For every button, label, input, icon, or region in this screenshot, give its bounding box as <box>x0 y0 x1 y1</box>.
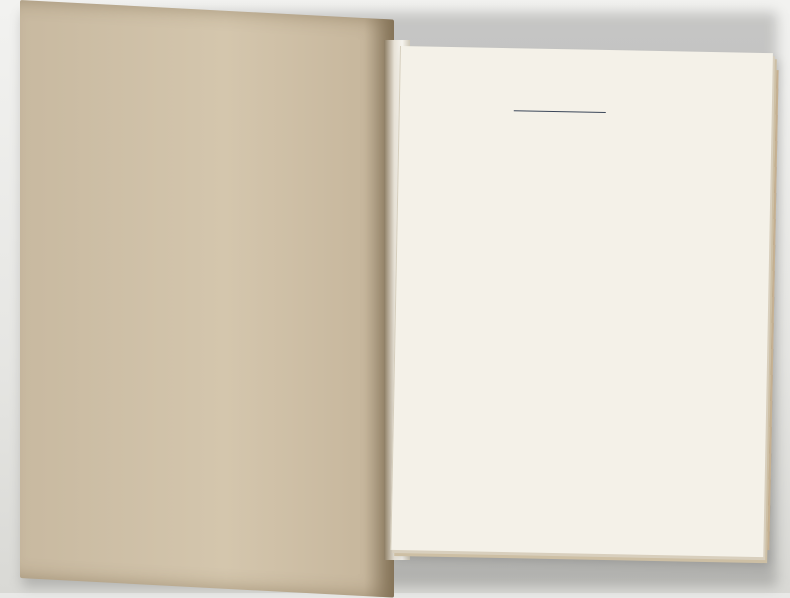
answers-heading <box>38 539 368 556</box>
title-underline <box>514 110 606 114</box>
left-page <box>20 0 394 598</box>
answers-list <box>38 539 368 556</box>
candle-illustration-grid <box>404 124 757 531</box>
right-page <box>390 46 773 557</box>
left-page-problem-lines <box>38 543 368 560</box>
left-page-text <box>38 23 368 560</box>
